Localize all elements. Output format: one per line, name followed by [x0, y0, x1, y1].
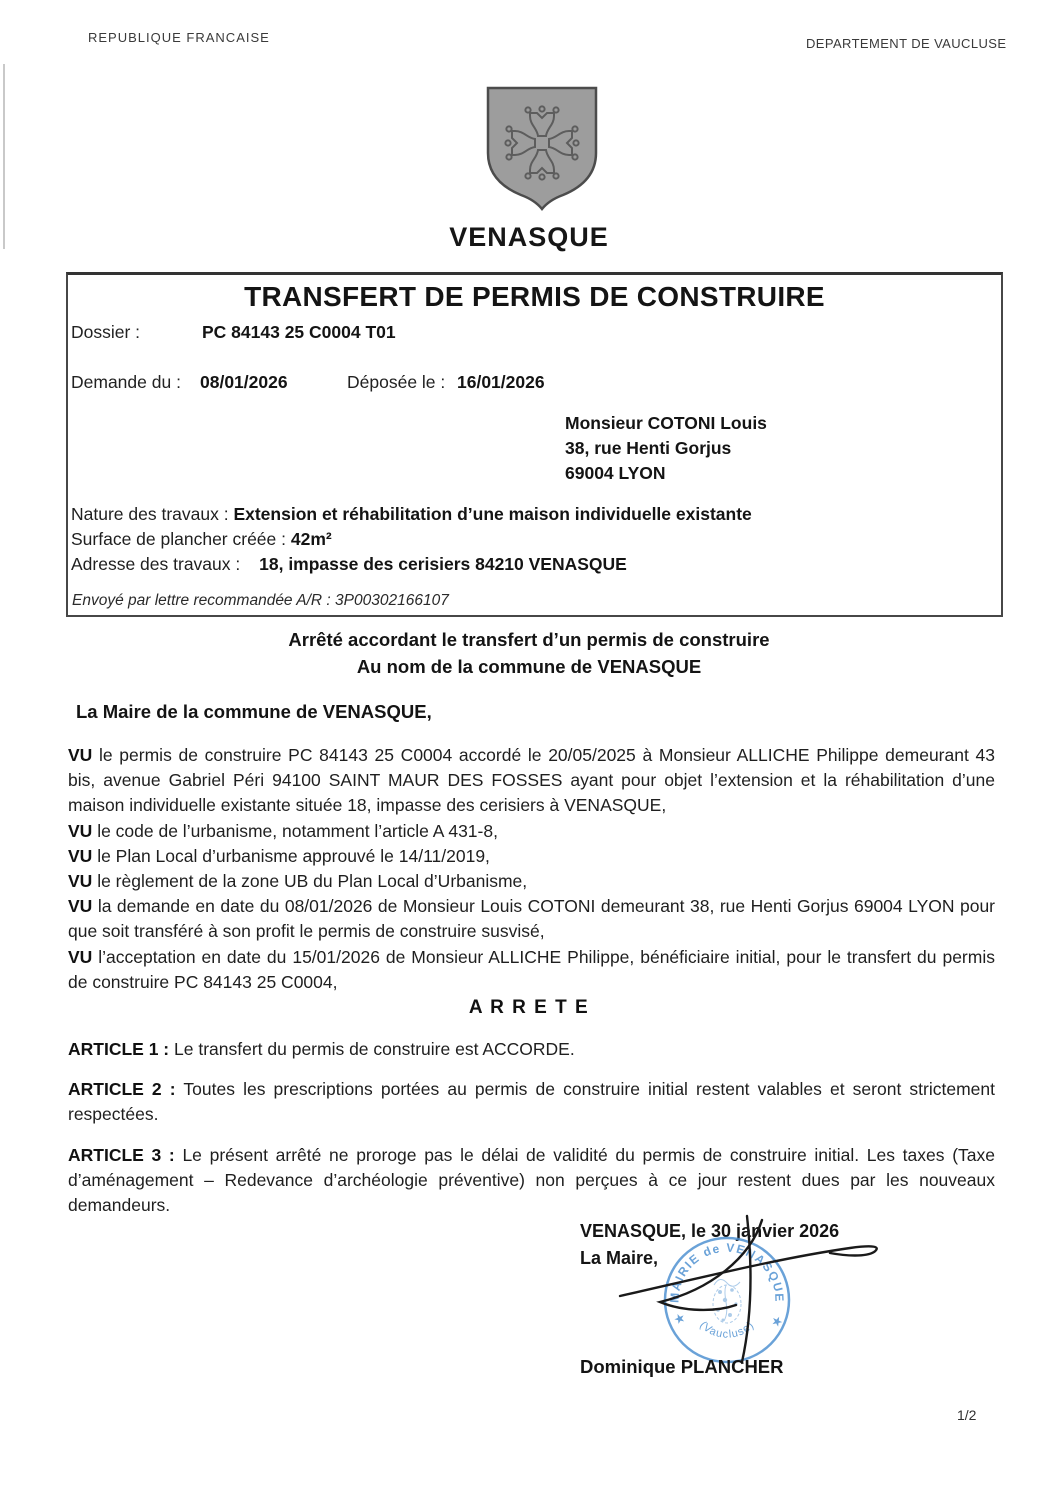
vu-label: VU — [68, 820, 93, 841]
articles-block — [68, 1037, 995, 1218]
vu-text: le permis de construire PC 84143 25 C0004 accordé le 20/05/2025 à Monsieur ALLICHE Philippe demeurant 43 bis, avenue Gabriel Péri 94100 SAINT MAUR DES FOSSES ayant pour objet l’extension et la réhabilitation d’une maison individuelle existante située 18, impasse des cerisiers à VENASQUE, — [68, 745, 995, 816]
arrete-heading: A R R E T E — [468, 997, 590, 1018]
nature-value: Extension et réhabilitation d’une maison individuelle existante — [233, 504, 752, 524]
vu-paragraphs — [68, 743, 995, 995]
vu-paragraph — [68, 743, 995, 819]
signatory-title: La Maire, — [580, 1248, 659, 1268]
vu-text: le Plan Local d’urbanisme approuvé le 14/11/2019, — [97, 845, 490, 866]
vu-text: la demande en date du 08/01/2026 de Monsieur Louis COTONI demeurant 38, rue Henti Gorjus 69004 LYON pour que soit transféré à son profit le permis de construire susvisé, — [68, 896, 995, 942]
vu-paragraph — [68, 945, 995, 995]
article-text: Le transfert du permis de construire est ACCORDE. — [174, 1039, 575, 1059]
demande-value: 08/01/2026 — [200, 372, 288, 392]
vu-text: le règlement de la zone UB du Plan Local d’Urbanisme, — [97, 871, 528, 892]
article-label: ARTICLE 2 : — [68, 1079, 176, 1100]
nature-row — [71, 504, 752, 525]
vu-text: l’acceptation en date du 15/01/2026 de Monsieur ALLICHE Philippe, bénéficiaire initial, pour le transfert du permis de construire PC 84143 25 C0004, — [68, 946, 995, 992]
permit-summary-box — [66, 272, 1003, 617]
occitan-cross-shield-icon — [481, 83, 603, 211]
decree-heading-line2: Au nom de la commune de VENASQUE — [356, 655, 702, 677]
vu-text: le code de l’urbanisme, notamment l’article A 431-8, — [97, 820, 498, 841]
article-text: Toutes les prescriptions portées au permis de construire initial restent valables et seront strictement respectées. — [68, 1079, 995, 1125]
commune-name: VENASQUE — [449, 222, 609, 252]
adresse-row — [71, 554, 627, 575]
stamp-star-right-icon: ★ — [768, 1312, 786, 1331]
registered-mail-note: Envoyé par lettre recommandée A/R : 3P00302166107 — [72, 592, 449, 609]
applicant-address-block — [565, 411, 767, 486]
vu-label: VU — [68, 845, 93, 866]
article-text: Le présent arrêté ne proroge pas le délai de validité du permis de construire initial. Les taxes (Taxe d’aménagement – Redevance d’archéologie préventive) non perçues à ce jour restent dues par les nouveaux demandeurs. — [68, 1144, 995, 1216]
dossier-value: PC 84143 25 C0004 T01 — [202, 322, 396, 342]
surface-label: Surface de plancher créée : — [71, 529, 286, 549]
deposee-label: Déposée le : — [347, 372, 446, 392]
vu-label: VU — [68, 745, 93, 765]
applicant-city: 69004 LYON — [565, 463, 666, 483]
vu-label: VU — [68, 871, 93, 892]
article-label: ARTICLE 1 : — [68, 1039, 170, 1059]
header-departement: DEPARTEMENT DE VAUCLUSE — [806, 36, 1007, 51]
adresse-value: 18, impasse des cerisiers 84210 VENASQUE — [259, 554, 627, 574]
stamp-text-top: MAIRIE de VENASQUE — [667, 1240, 787, 1304]
vu-label: VU — [68, 896, 93, 917]
surface-row — [71, 529, 332, 550]
applicant-street: 38, rue Henti Gorjus — [565, 438, 732, 458]
vu-paragraph — [68, 819, 995, 844]
article-1 — [68, 1037, 995, 1062]
signature-place-date: VENASQUE, le 30 janvier 2026 — [580, 1221, 840, 1241]
permit-title: TRANSFERT DE PERMIS DE CONSTRUIRE — [244, 281, 825, 312]
handwritten-signature — [600, 1205, 900, 1375]
stamp-star-left-icon: ★ — [671, 1309, 688, 1328]
demande-label: Demande du : — [71, 372, 181, 392]
signatory-name: Dominique PLANCHER — [580, 1356, 784, 1377]
header-republique: REPUBLIQUE FRANCAISE — [88, 30, 270, 45]
article-label: ARTICLE 3 : — [68, 1144, 175, 1165]
decree-intro: La Maire de la commune de VENASQUE, — [76, 701, 432, 722]
decree-heading — [0, 627, 1058, 680]
surface-value: 42m² — [290, 529, 332, 549]
article-2 — [68, 1077, 995, 1127]
decree-heading-line1: Arrêté accordant le transfert d’un permis de construire — [288, 629, 770, 650]
stamp-text-bottom: (Vaucluse) — [697, 1319, 757, 1341]
vu-label: VU — [68, 946, 93, 967]
adresse-label: Adresse des travaux : — [71, 554, 241, 574]
vu-paragraph — [68, 894, 995, 944]
dossier-row — [68, 322, 1001, 346]
deposee-value: 16/01/2026 — [457, 372, 545, 392]
dates-row — [68, 372, 1001, 396]
vu-paragraph — [68, 844, 995, 869]
applicant-name: Monsieur COTONI Louis — [565, 413, 767, 433]
page-number: 1/2 — [957, 1407, 977, 1423]
vu-paragraph — [68, 869, 995, 894]
dossier-label: Dossier : — [71, 322, 141, 342]
nature-label: Nature des travaux : — [71, 504, 229, 524]
